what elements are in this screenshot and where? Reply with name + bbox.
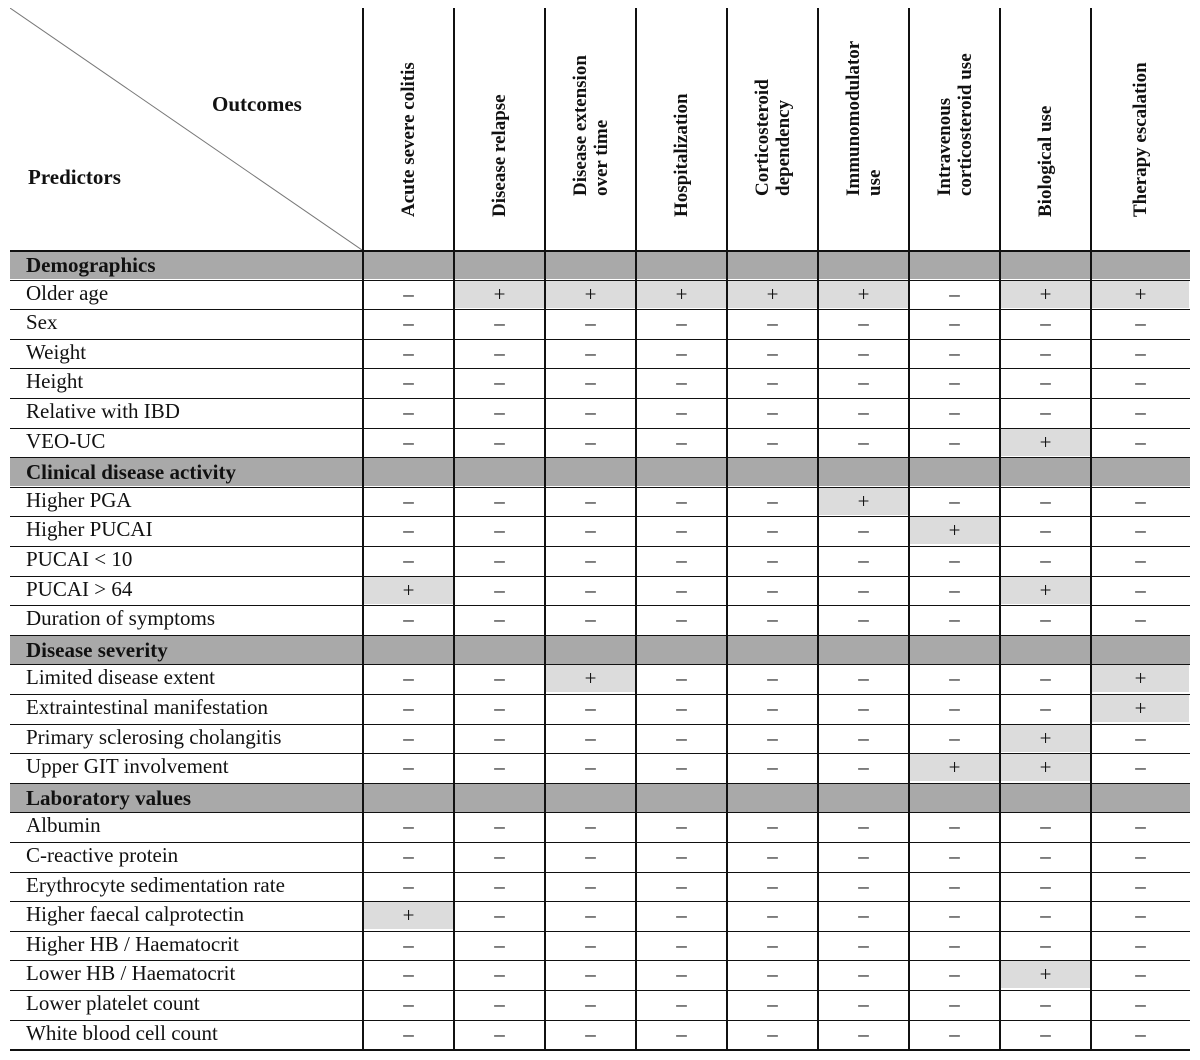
section-title: Laboratory values <box>26 785 192 810</box>
negative-mark: – <box>1040 666 1051 691</box>
negative-mark: – <box>767 488 778 513</box>
table-corner-header <box>10 8 362 250</box>
negative-mark: – <box>1135 962 1146 987</box>
negative-mark: – <box>494 370 505 395</box>
row-divider <box>10 398 1190 399</box>
row-divider <box>10 516 1190 517</box>
negative-mark: – <box>1040 1021 1051 1046</box>
outcomes-axis-label: Outcomes <box>212 92 302 116</box>
negative-mark: – <box>767 725 778 750</box>
negative-mark: – <box>1040 903 1051 928</box>
negative-mark: – <box>585 932 596 957</box>
predictors-axis-label: Predictors <box>28 165 121 189</box>
negative-mark: – <box>949 1021 960 1046</box>
column-header <box>454 8 545 250</box>
positive-mark: + <box>1001 961 1090 988</box>
negative-mark: – <box>858 429 869 454</box>
negative-mark: – <box>858 370 869 395</box>
negative-mark: – <box>494 548 505 572</box>
column-header <box>1091 8 1190 250</box>
row-label: VEO-UC <box>26 428 106 453</box>
negative-mark: – <box>403 932 414 957</box>
negative-mark: – <box>494 400 505 424</box>
column-divider <box>362 8 364 1049</box>
negative-mark: – <box>858 992 869 1016</box>
negative-mark: – <box>1040 992 1051 1016</box>
row-label: Higher faecal calprotectin <box>26 902 245 927</box>
negative-mark: – <box>1135 755 1146 780</box>
negative-mark: – <box>949 340 960 365</box>
negative-mark: – <box>494 932 505 957</box>
positive-mark: + <box>546 665 635 692</box>
negative-mark: – <box>585 607 596 632</box>
section-header <box>10 250 1190 279</box>
negative-mark: – <box>585 340 596 365</box>
negative-mark: – <box>858 755 869 780</box>
row-label: Lower platelet count <box>26 991 200 1015</box>
negative-mark: – <box>494 429 505 454</box>
negative-mark: – <box>494 903 505 928</box>
section-header <box>10 635 1190 664</box>
negative-mark: – <box>403 814 414 839</box>
negative-mark: – <box>767 518 778 543</box>
negative-mark: – <box>403 429 414 454</box>
negative-mark: – <box>403 666 414 691</box>
negative-mark: – <box>676 903 687 928</box>
column-header-label: Immunomodulator use <box>842 40 885 196</box>
row-label: Lower HB / Haematocrit <box>26 961 236 986</box>
row-divider <box>10 694 1190 695</box>
negative-mark: – <box>676 518 687 543</box>
negative-mark: – <box>585 400 596 424</box>
section-header <box>10 783 1190 812</box>
negative-mark: – <box>858 577 869 602</box>
column-header <box>363 8 454 250</box>
negative-mark: – <box>949 814 960 839</box>
negative-mark: – <box>494 666 505 691</box>
negative-mark: – <box>949 696 960 720</box>
row-divider <box>10 457 1190 458</box>
negative-mark: – <box>767 844 778 868</box>
positive-mark: + <box>910 754 999 781</box>
positive-mark: + <box>546 281 635 308</box>
negative-mark: – <box>949 488 960 513</box>
negative-mark: – <box>767 1021 778 1046</box>
row-label: Erythrocyte sedimentation rate <box>26 872 285 897</box>
negative-mark: – <box>676 992 687 1016</box>
negative-mark: – <box>585 755 596 780</box>
row-divider <box>10 901 1190 902</box>
negative-mark: – <box>676 1021 687 1046</box>
negative-mark: – <box>1135 340 1146 365</box>
negative-mark: – <box>1135 992 1146 1016</box>
row-label: Albumin <box>26 813 101 838</box>
negative-mark: – <box>585 429 596 454</box>
negative-mark: – <box>1040 696 1051 720</box>
negative-mark: – <box>767 932 778 957</box>
row-divider <box>10 931 1190 932</box>
negative-mark: – <box>403 311 414 336</box>
negative-mark: – <box>585 992 596 1016</box>
negative-mark: – <box>585 725 596 750</box>
negative-mark: – <box>767 370 778 395</box>
positive-mark: + <box>1001 281 1090 308</box>
row-label: Upper GIT involvement <box>26 754 229 779</box>
negative-mark: – <box>676 548 687 572</box>
column-header <box>636 8 727 250</box>
negative-mark: – <box>858 548 869 572</box>
negative-mark: – <box>494 873 505 898</box>
negative-mark: – <box>585 311 596 336</box>
negative-mark: – <box>1040 488 1051 513</box>
negative-mark: – <box>494 1021 505 1046</box>
negative-mark: – <box>585 696 596 720</box>
negative-mark: – <box>403 755 414 780</box>
negative-mark: – <box>676 873 687 898</box>
row-divider <box>10 1020 1190 1021</box>
negative-mark: – <box>676 429 687 454</box>
negative-mark: – <box>1135 1021 1146 1046</box>
negative-mark: – <box>494 607 505 632</box>
negative-mark: – <box>494 577 505 602</box>
row-divider <box>10 605 1190 606</box>
negative-mark: – <box>1040 518 1051 543</box>
negative-mark: – <box>403 488 414 513</box>
row-divider <box>10 960 1190 961</box>
row-label: Higher HB / Haematocrit <box>26 931 239 956</box>
negative-mark: – <box>1040 370 1051 395</box>
row-divider <box>10 546 1190 547</box>
negative-mark: – <box>676 696 687 720</box>
negative-mark: – <box>949 962 960 987</box>
negative-mark: – <box>585 873 596 898</box>
negative-mark: – <box>403 340 414 365</box>
row-label: Primary sclerosing cholangitis <box>26 724 282 749</box>
negative-mark: – <box>494 755 505 780</box>
negative-mark: – <box>494 844 505 868</box>
negative-mark: – <box>1135 548 1146 572</box>
negative-mark: – <box>767 903 778 928</box>
negative-mark: – <box>858 844 869 868</box>
row-divider <box>10 990 1190 991</box>
row-label: Higher PGA <box>26 487 132 512</box>
negative-mark: – <box>858 1021 869 1046</box>
negative-mark: – <box>767 755 778 780</box>
column-header-label: Hospitalization <box>671 93 692 217</box>
negative-mark: – <box>1040 814 1051 839</box>
negative-mark: – <box>676 311 687 336</box>
negative-mark: – <box>767 666 778 691</box>
negative-mark: – <box>585 814 596 839</box>
negative-mark: – <box>858 696 869 720</box>
column-header <box>1000 8 1091 250</box>
column-divider <box>544 8 546 1049</box>
negative-mark: – <box>858 400 869 424</box>
negative-mark: – <box>403 992 414 1016</box>
column-divider <box>908 8 910 1049</box>
negative-mark: – <box>858 873 869 898</box>
negative-mark: – <box>403 873 414 898</box>
negative-mark: – <box>1135 429 1146 454</box>
negative-mark: – <box>403 844 414 868</box>
row-divider <box>10 280 1190 281</box>
column-header-label: Disease extension over time <box>569 55 612 196</box>
negative-mark: – <box>767 400 778 424</box>
negative-mark: – <box>676 962 687 987</box>
corner-diagonal-line <box>10 8 362 250</box>
column-header <box>818 8 909 250</box>
column-divider <box>1090 8 1092 1049</box>
negative-mark: – <box>1135 725 1146 750</box>
negative-mark: – <box>949 577 960 602</box>
negative-mark: – <box>949 992 960 1016</box>
negative-mark: – <box>1040 311 1051 336</box>
negative-mark: – <box>949 873 960 898</box>
section-title: Clinical disease activity <box>26 460 236 485</box>
negative-mark: – <box>1040 932 1051 957</box>
section-title: Disease severity <box>26 637 168 662</box>
negative-mark: – <box>585 488 596 513</box>
positive-mark: + <box>1001 429 1090 456</box>
negative-mark: – <box>403 1021 414 1046</box>
negative-mark: – <box>494 814 505 839</box>
negative-mark: – <box>1135 607 1146 632</box>
negative-mark: – <box>1135 814 1146 839</box>
negative-mark: – <box>585 962 596 987</box>
row-label: Higher PUCAI <box>26 517 153 542</box>
negative-mark: – <box>1135 400 1146 424</box>
positive-mark: + <box>819 281 908 308</box>
negative-mark: – <box>403 696 414 720</box>
negative-mark: – <box>676 844 687 868</box>
row-divider <box>10 753 1190 754</box>
column-header <box>727 8 818 250</box>
negative-mark: – <box>403 370 414 395</box>
column-header-label: Biological use <box>1035 105 1056 217</box>
section-title: Demographics <box>26 253 156 277</box>
row-divider <box>10 250 1190 252</box>
column-divider <box>817 8 819 1049</box>
negative-mark: – <box>858 725 869 750</box>
positive-mark: + <box>819 488 908 515</box>
negative-mark: – <box>676 488 687 513</box>
row-divider <box>10 724 1190 725</box>
row-divider <box>10 664 1190 665</box>
negative-mark: – <box>585 1021 596 1046</box>
negative-mark: – <box>585 370 596 395</box>
column-divider <box>635 8 637 1049</box>
row-label: C-reactive protein <box>26 843 179 867</box>
column-header-label: Corticosteroid dependency <box>751 79 794 196</box>
negative-mark: – <box>858 607 869 632</box>
negative-mark: – <box>949 311 960 336</box>
negative-mark: – <box>1135 577 1146 602</box>
row-divider <box>10 1049 1190 1051</box>
row-label: Extraintestinal manifestation <box>26 695 269 719</box>
negative-mark: – <box>1040 340 1051 365</box>
negative-mark: – <box>767 696 778 720</box>
negative-mark: – <box>403 548 414 572</box>
negative-mark: – <box>949 666 960 691</box>
negative-mark: – <box>767 992 778 1016</box>
negative-mark: – <box>403 725 414 750</box>
negative-mark: – <box>1040 873 1051 898</box>
negative-mark: – <box>949 607 960 632</box>
row-divider <box>10 842 1190 843</box>
column-header-label: Acute severe colitis <box>398 62 419 217</box>
negative-mark: – <box>676 340 687 365</box>
positive-mark: + <box>455 281 544 308</box>
negative-mark: – <box>585 518 596 543</box>
negative-mark: – <box>676 370 687 395</box>
negative-mark: – <box>1135 518 1146 543</box>
negative-mark: – <box>585 903 596 928</box>
negative-mark: – <box>676 755 687 780</box>
negative-mark: – <box>949 370 960 395</box>
negative-mark: – <box>949 281 960 306</box>
negative-mark: – <box>949 548 960 572</box>
negative-mark: – <box>949 725 960 750</box>
positive-mark: + <box>364 902 453 929</box>
section-header <box>10 457 1190 486</box>
column-header-label: Intravenous corticosteroid use <box>933 53 976 196</box>
negative-mark: – <box>494 488 505 513</box>
negative-mark: – <box>494 962 505 987</box>
negative-mark: – <box>858 903 869 928</box>
negative-mark: – <box>767 429 778 454</box>
negative-mark: – <box>1135 370 1146 395</box>
negative-mark: – <box>585 548 596 572</box>
negative-mark: – <box>767 873 778 898</box>
column-header-label: Therapy escalation <box>1130 62 1151 217</box>
negative-mark: – <box>767 340 778 365</box>
negative-mark: – <box>1040 844 1051 868</box>
negative-mark: – <box>403 281 414 306</box>
row-label: Sex <box>26 310 58 335</box>
row-label: Duration of symptoms <box>26 606 215 631</box>
negative-mark: – <box>1040 548 1051 572</box>
row-label: PUCAI > 64 <box>26 576 133 601</box>
negative-mark: – <box>494 518 505 543</box>
negative-mark: – <box>1135 311 1146 336</box>
negative-mark: – <box>494 725 505 750</box>
positive-mark: + <box>910 517 999 544</box>
negative-mark: – <box>676 932 687 957</box>
row-label: Relative with IBD <box>26 399 180 423</box>
negative-mark: – <box>1135 903 1146 928</box>
positive-mark: + <box>1001 725 1090 752</box>
row-label: PUCAI < 10 <box>26 547 133 571</box>
row-divider <box>10 339 1190 340</box>
positive-mark: + <box>1092 281 1189 308</box>
negative-mark: – <box>949 844 960 868</box>
negative-mark: – <box>767 814 778 839</box>
negative-mark: – <box>858 666 869 691</box>
negative-mark: – <box>767 577 778 602</box>
negative-mark: – <box>676 607 687 632</box>
positive-mark: + <box>1092 695 1189 722</box>
negative-mark: – <box>676 725 687 750</box>
negative-mark: – <box>949 932 960 957</box>
row-label: Weight <box>26 339 87 364</box>
negative-mark: – <box>858 932 869 957</box>
negative-mark: – <box>1040 607 1051 632</box>
row-divider <box>10 872 1190 873</box>
negative-mark: – <box>494 311 505 336</box>
negative-mark: – <box>1135 844 1146 868</box>
negative-mark: – <box>676 666 687 691</box>
column-divider <box>726 8 728 1049</box>
negative-mark: – <box>858 518 869 543</box>
negative-mark: – <box>767 607 778 632</box>
row-divider <box>10 783 1190 784</box>
negative-mark: – <box>494 696 505 720</box>
column-header <box>909 8 1000 250</box>
row-divider <box>10 368 1190 369</box>
positive-mark: + <box>637 281 726 308</box>
negative-mark: – <box>949 429 960 454</box>
negative-mark: – <box>858 962 869 987</box>
row-divider <box>10 487 1190 488</box>
negative-mark: – <box>1135 873 1146 898</box>
negative-mark: – <box>858 311 869 336</box>
column-divider <box>453 8 455 1049</box>
negative-mark: – <box>494 340 505 365</box>
negative-mark: – <box>949 903 960 928</box>
negative-mark: – <box>676 400 687 424</box>
negative-mark: – <box>403 400 414 424</box>
row-divider <box>10 428 1190 429</box>
negative-mark: – <box>949 400 960 424</box>
column-header-label: Disease relapse <box>489 94 510 217</box>
negative-mark: – <box>494 992 505 1016</box>
negative-mark: – <box>1135 488 1146 513</box>
negative-mark: – <box>676 577 687 602</box>
positive-mark: + <box>1001 754 1090 781</box>
negative-mark: – <box>767 548 778 572</box>
row-label: White blood cell count <box>26 1020 218 1045</box>
negative-mark: – <box>403 518 414 543</box>
negative-mark: – <box>403 962 414 987</box>
negative-mark: – <box>676 814 687 839</box>
negative-mark: – <box>858 814 869 839</box>
positive-mark: + <box>728 281 817 308</box>
negative-mark: – <box>1135 932 1146 957</box>
negative-mark: – <box>1040 400 1051 424</box>
negative-mark: – <box>403 607 414 632</box>
negative-mark: – <box>767 311 778 336</box>
row-label: Height <box>26 369 84 394</box>
negative-mark: – <box>585 844 596 868</box>
row-divider <box>10 812 1190 813</box>
positive-mark: + <box>1092 665 1189 692</box>
row-label: Limited disease extent <box>26 665 215 690</box>
positive-mark: + <box>1001 577 1090 604</box>
negative-mark: – <box>858 340 869 365</box>
row-label: Older age <box>26 280 109 305</box>
column-divider <box>999 8 1001 1049</box>
row-divider <box>10 635 1190 636</box>
column-header <box>545 8 636 250</box>
negative-mark: – <box>585 577 596 602</box>
positive-mark: + <box>364 577 453 604</box>
row-divider <box>10 309 1190 310</box>
row-divider <box>10 576 1190 577</box>
negative-mark: – <box>767 962 778 987</box>
